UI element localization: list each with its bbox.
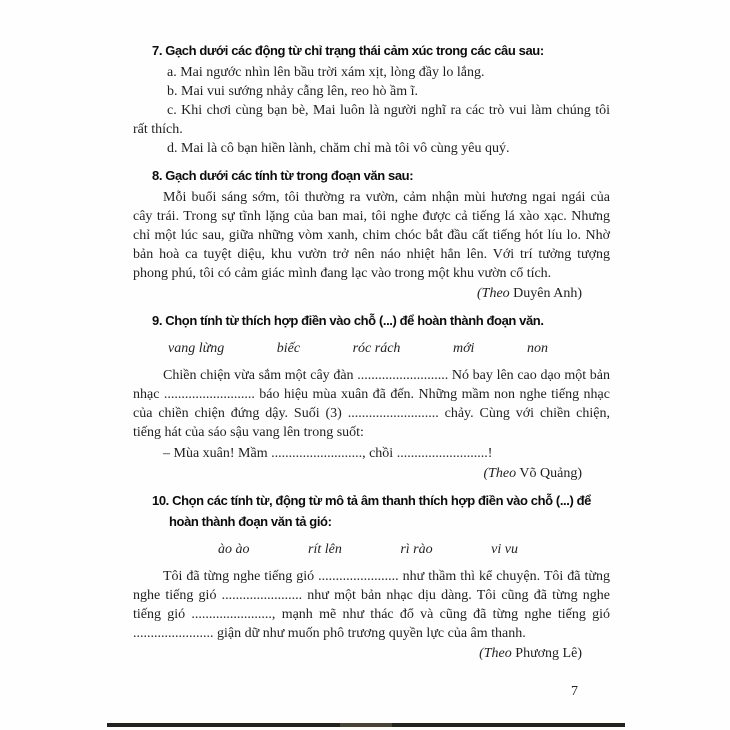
section-8 xyxy=(133,165,610,303)
word-bank-item: mới xyxy=(452,341,475,356)
page-number: 7 xyxy=(571,684,578,699)
section-7-item-c: c. Khi chơi cùng bạn bè, Mai luôn là người nghĩ ra các trò vui làm chúng tôi rất thích. xyxy=(133,103,610,137)
attribution-prefix: (Theo xyxy=(477,286,510,301)
word-bank-item: róc rách xyxy=(352,341,401,356)
attribution-author: Duyên Anh) xyxy=(513,286,582,301)
word-bank-item: rít lên xyxy=(308,542,342,557)
section-10-attribution xyxy=(133,644,610,663)
word-bank-item: vang lừng xyxy=(168,341,225,356)
section-9 xyxy=(133,310,610,483)
section-7-item-d: d. Mai là cô bạn hiền lành, chăm chỉ mà tôi vô cùng yêu quý. xyxy=(167,141,510,156)
word-bank-item: non xyxy=(526,341,548,356)
section-7-item-a: a. Mai ngước nhìn lên bầu trời xám xịt, lòng đầy lo lắng. xyxy=(167,65,485,80)
section-7 xyxy=(133,40,610,158)
section-8-heading: 8. Gạch dưới các tính từ trong đoạn văn sau: xyxy=(152,168,414,183)
word-bank-item: vi vu xyxy=(491,542,518,557)
attribution-prefix: (Theo xyxy=(483,466,517,481)
section-9-word-bank xyxy=(133,339,610,358)
section-10-paragraph: Tôi đã từng nghe tiếng gió ....................... như thầm thì kể chuyện. Tôi đã từng nghe tiếng gió ....................... như một bản nhạc dịu dàng. Tôi cũng đã từng nghe tiếng gió ......................., mạnh mẽ như thác đổ và cũng đã từng nghe tiếng gió ....................... giận dữ như muốn phô trương quyền lực của âm thanh. xyxy=(133,569,610,641)
page-content xyxy=(133,40,610,665)
section-8-attribution xyxy=(133,284,610,303)
page-edge-bar xyxy=(107,723,625,727)
page-edge-bar-tint xyxy=(340,723,392,727)
section-9-exclaim-line: – Mùa xuân! Mầm .........................., chồi ..........................! xyxy=(163,446,493,461)
section-9-heading: 9. Chọn tính từ thích hợp điền vào chỗ (...) để hoàn thành đoạn văn. xyxy=(152,313,544,328)
attribution-author: Võ Quảng) xyxy=(519,466,582,481)
section-7-item-b: b. Mai vui sướng nhảy cẫng lên, reo hò ầm ĩ. xyxy=(167,84,418,99)
section-9-paragraph: Chiền chiện vừa sắm một cây đàn .......................... Nó bay lên cao dạo một bản nhạc .......................... báo hiệu mùa xuân đã đến. Những mầm non nghe tiếng nhạc của chiền chiện đứng dậy. Suối (3) .......................... chảy. Cùng với chiền chiện, tiếng hát của sáo sậu vang lên trong suốt: xyxy=(133,368,610,440)
word-bank-item: rì rào xyxy=(400,542,433,557)
section-8-paragraph: Mỗi buổi sáng sớm, tôi thường ra vườn, cảm nhận mùi hương ngai ngái của cây trái. Trong sự tĩnh lặng của ban mai, tôi nghe được cả tiếng lá xào xạc. Nhưng chỉ một lúc sau, giữa những vòm xanh, chim chóc bắt đầu cất tiếng hót líu lo. Nhờ bản hoà ca tuyệt diệu, khu vườn trở nên náo nhiệt hẳn lên. Với trí tưởng tượng phong phú, tôi có cảm giác mình đang lạc vào trong một khu vườn cổ tích. xyxy=(133,190,610,281)
section-10 xyxy=(133,490,610,663)
section-10-word-bank xyxy=(133,540,610,559)
attribution-prefix: (Theo xyxy=(479,646,512,661)
section-10-heading: 10. Chọn các tính từ, động từ mô tả âm thanh thích hợp điền vào chỗ (...) để hoàn thành đoạn văn tả gió: xyxy=(152,493,591,529)
section-9-attribution xyxy=(133,464,610,483)
attribution-author: Phương Lê) xyxy=(515,646,582,661)
word-bank-item: ào ào xyxy=(218,542,250,557)
section-7-heading: 7. Gạch dưới các động từ chỉ trạng thái cảm xúc trong các câu sau: xyxy=(152,43,544,58)
word-bank-item: biếc xyxy=(276,341,301,356)
